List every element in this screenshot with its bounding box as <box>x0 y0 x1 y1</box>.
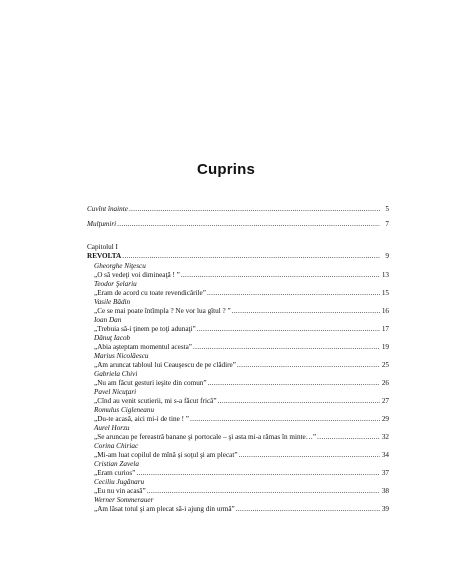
toc-entries <box>87 262 389 514</box>
entry-quote: „Se aruncau pe fereastră banane şi portocale – şi asta mi-a rămas în minte…” <box>94 433 317 441</box>
front-matter <box>87 205 389 229</box>
toc-entry <box>87 352 389 370</box>
toc-row-entry[interactable] <box>87 451 389 460</box>
toc-entry <box>87 370 389 388</box>
leader-dots <box>136 469 380 478</box>
entry-quote: „Trebuia să-i ţinem pe toţi adunaţi” <box>94 325 196 333</box>
entry-author: Corina Chiriac <box>94 442 139 450</box>
entry-quote: „Am aruncat tabloul lui Ceauşescu de pe clădire” <box>94 361 236 369</box>
leader-dots <box>117 220 380 229</box>
toc-row-entry[interactable] <box>87 397 389 406</box>
page-title: Cuprins <box>196 161 256 178</box>
toc-row-chapter[interactable] <box>87 252 389 261</box>
toc-entry <box>87 442 389 460</box>
toc-entry <box>87 424 389 442</box>
leader-dots <box>181 271 380 280</box>
toc-row-entry[interactable] <box>87 343 389 352</box>
leader-dots <box>218 397 380 406</box>
entry-author: Gabriela Chivi <box>94 370 138 378</box>
leader-dots <box>147 487 380 496</box>
toc-label: Cuvînt înainte <box>87 205 128 213</box>
toc-page: 13 <box>381 271 389 279</box>
toc-entry <box>87 298 389 316</box>
toc-row-entry[interactable] <box>87 505 389 514</box>
entry-quote: „Abia aşteptam momentul acesta” <box>94 343 192 351</box>
leader-dots <box>237 361 380 370</box>
toc-entry <box>87 496 389 514</box>
leader-dots <box>232 307 380 316</box>
toc-row-entry[interactable] <box>87 289 389 298</box>
toc-page: 34 <box>381 451 389 459</box>
entry-author: Vasile Bădin <box>94 298 131 306</box>
leader-dots <box>236 505 380 514</box>
leader-dots <box>317 433 380 442</box>
leader-dots <box>122 252 380 261</box>
toc-row-foreword[interactable] <box>87 205 389 214</box>
entry-quote: „Am lăsat totul şi am plecat să-i ajung din urmă” <box>94 505 235 513</box>
leader-dots <box>197 325 380 334</box>
entry-author: Werner Sommerauer <box>94 496 154 504</box>
entry-quote: „Mi-am luat copilul de mînă şi soţul şi am plecat” <box>94 451 238 459</box>
entry-quote: „Du-te acasă, aici mi-i de tine ! ” <box>94 415 189 423</box>
entry-author: Marius Nicolăescu <box>94 352 149 360</box>
entry-quote: „Ce se mai poate întîmpla ? Ne vor lua gîtul ? ” <box>94 307 231 315</box>
toc-page: 5 <box>385 205 389 213</box>
toc-entry <box>87 460 389 478</box>
entry-author: Cristian Zavela <box>94 460 139 468</box>
entry-author: Pavel Nicuţari <box>94 388 137 396</box>
entry-quote: „Nu am făcut gesturi ieşite din comun” <box>94 379 207 387</box>
toc-page: 15 <box>381 289 389 297</box>
toc-row-entry[interactable] <box>87 271 389 280</box>
entry-quote: „Cînd au venit scutierii, mi s-a făcut frică” <box>94 397 217 405</box>
leader-dots <box>193 343 380 352</box>
entry-quote: „Eram curios” <box>94 469 136 477</box>
toc-row-entry[interactable] <box>87 325 389 334</box>
toc-row-entry[interactable] <box>87 469 389 478</box>
toc-row-entry[interactable] <box>87 307 389 316</box>
toc-page: 29 <box>381 415 389 423</box>
toc-row-entry[interactable] <box>87 361 389 370</box>
toc-page: 27 <box>381 397 389 405</box>
entry-author: Teodor Şelariu <box>94 280 137 288</box>
toc-entry <box>87 334 389 352</box>
toc-page: 7 <box>385 220 389 228</box>
toc-page: 26 <box>381 379 389 387</box>
toc-entry <box>87 280 389 298</box>
leader-dots <box>239 451 380 460</box>
toc-row-entry[interactable] <box>87 433 389 442</box>
entry-author: Ceciliu Jugănaru <box>94 478 145 486</box>
toc-page: 32 <box>381 433 389 441</box>
leader-dots <box>207 289 380 298</box>
leader-dots <box>208 379 380 388</box>
toc-label: Mulţumiri <box>87 220 117 228</box>
toc-page: 17 <box>381 325 389 333</box>
entry-author: Ioan Dan <box>94 316 122 324</box>
leader-dots <box>129 205 380 214</box>
toc-entry <box>87 316 389 334</box>
toc-entry <box>87 406 389 424</box>
toc-page: 38 <box>381 487 389 495</box>
leader-dots <box>190 415 380 424</box>
entry-quote: „O să vedeţi voi dimineaţă ! ” <box>94 271 180 279</box>
toc-page: 39 <box>381 505 389 513</box>
chapter-heading <box>87 243 389 252</box>
toc-page: 16 <box>381 307 389 315</box>
chapter-section <box>87 243 389 514</box>
entry-quote: „Eu nu vin acasă” <box>94 487 146 495</box>
chapter-title: REVOLTA <box>87 252 122 260</box>
toc-page: 37 <box>381 469 389 477</box>
toc-row-acknowledgements[interactable] <box>87 220 389 229</box>
entry-author: Aurel Horzu <box>94 424 130 432</box>
toc-row-entry[interactable] <box>87 415 389 424</box>
chapter-label: Capitolul I <box>87 243 118 251</box>
toc-entry <box>87 262 389 280</box>
toc-entry <box>87 478 389 496</box>
entry-author: Gheorghe Niţescu <box>94 262 146 270</box>
toc-page: 25 <box>381 361 389 369</box>
toc-row-entry[interactable] <box>87 487 389 496</box>
entry-author: Romulus Cigleneanu <box>94 406 155 414</box>
toc-entry <box>87 388 389 406</box>
toc-row-entry[interactable] <box>87 379 389 388</box>
toc-page: 19 <box>381 343 389 351</box>
entry-author: Dănuţ Iacob <box>94 334 131 342</box>
toc-page: 9 <box>385 252 389 260</box>
entry-quote: „Eram de acord cu toate revendicările” <box>94 289 206 297</box>
